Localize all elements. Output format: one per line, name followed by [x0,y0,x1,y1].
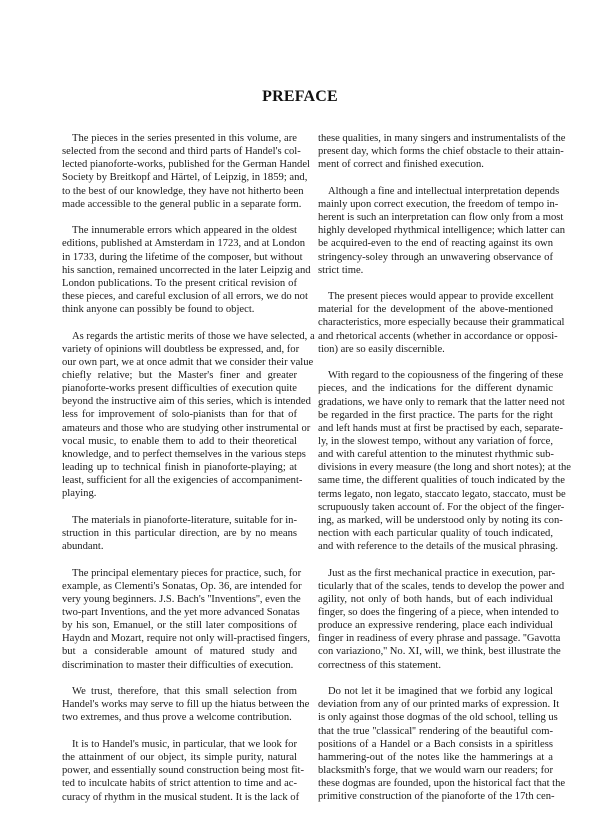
text-line: selected from the second and third parts of Handel's col- [62,146,301,158]
text-line: The pieces in the series presented in this volume, are [72,133,297,144]
text-line: same time, the different qualities of touch indicated by the [318,475,565,487]
text-line: tion) are so easily discernible. [318,343,445,355]
text-line: Although a fine and intellectual interpretation depends [328,185,560,197]
text-line: produce an expressive rendering, place each individual [318,620,553,632]
text-line: these qualities, in many singers and instrumentalists of the [318,133,566,144]
paragraph [318,132,566,171]
text-line: characteristics, more especially because their grammatical [318,317,565,329]
paragraph [318,185,566,277]
text-line: these pieces, and careful exclusion of all errors, we do not [62,290,308,302]
paragraph [62,685,310,724]
text-line: Haydn and Mozart, require not only will-practised fingers, [62,633,310,645]
text-line: is only against those dogmas of the old school, telling us [318,712,558,724]
text-line: Society by Breitkopf and Härtel, of Leipzig, in 1859; and, [62,172,308,184]
text-line: We trust, therefore, that this small selection from [72,686,297,698]
text-line: think anyone can possibly be found to object. [62,304,255,316]
text-line: our own part, we at once admit that we consider their value [62,356,314,368]
text-line: and with reference to the details of the musical phrasing. [318,541,559,553]
text-line: struction in this particular direction, are by no means [62,527,297,539]
text-line: con variaziono,'' No. XI, will, we think, best illustrate the [318,646,561,658]
text-line: to the best of our knowledge, they have not hitherto been [62,185,304,197]
text-line: strict time. [318,264,364,276]
text-line: the attainment of our object, its simple purity, natural [62,752,297,764]
text-line: ticularly that of the scales, tends to develop the power and [318,580,565,592]
text-line: ted to inculcate habits of strict attention to time and ac- [62,778,297,790]
paragraph [318,290,565,356]
text-line: The innumerable errors which appeared in the oldest [72,225,297,237]
text-line: power, and essentially sound construction being most fit- [62,765,305,777]
text-line: deviation from any of our printed marks of expression. It [318,699,560,711]
text-line: ment of correct and finished execution. [318,159,484,171]
text-line: blacksmith's forge, that we would warn our readers; for [318,765,553,776]
paragraph [318,685,566,803]
text-line: two extremes, and thus prove a welcome contribution. [62,712,292,724]
text-line: leading up to technical finish in pianoforte-playing; at [62,462,297,474]
text-line: playing. [62,488,97,500]
text-line: variety of opinions will doubtless be expressed, and, for [62,343,300,355]
text-line: vocal music, to enable them to add to their theoretical [62,435,297,447]
text-line: scrupuously taken account of. For the object of the finger- [318,501,565,513]
text-line: and rhetorical accents (whether in accordance or opposi- [318,330,558,342]
text-line: positions of a Handel or a Bach consists in a spiritless [318,738,553,750]
text-line: agility, not only of both hands, but of each individual [318,593,553,605]
text-line: finger, so does the fingering of a piece, when intended to [318,607,559,619]
text-line: finger in readiness of every phrase and passage. ''Gavotta [318,633,561,645]
text-line: correctness of this statement. [318,659,441,671]
text-line: mainly upon correct execution, the freedom of tempo in- [318,198,559,210]
text-line: that the true ''classical'' rendering of the beautiful com- [318,725,553,737]
text-line: editions, published at Amsterdam in 1723, and at London [62,238,306,250]
text-line: in 1733, during the lifetime of the composer, but without [62,251,303,263]
text-line: terms legato, non legato, staccato legato, staccato, must be [318,488,566,500]
text-line: London publications. To the present critical revision of [62,277,297,289]
page-title: PREFACE [262,88,338,105]
text-line: be regarded in the first practice. The parts for the right [318,409,553,421]
text-line: knowledge, and to perfect themselves in the various steps [62,448,306,460]
text-line: nection with each particular quality of touch indicated, [318,527,553,539]
text-line: least, sufficient for all the exigencies of accompaniment- [62,475,303,487]
text-line: highly developed rhythmical intelligence; which latter can [318,225,566,237]
text-line: ly, in the slowest tempo, without any variation of force, [318,435,553,447]
text-line: lected pianoforte-works, published for the German Handel [62,159,310,171]
text-line: by his son, Emanuel, or the still later compositions of [62,620,297,632]
text-line: example, as Clementi's Sonatas, Op. 36, are intended for [62,580,302,592]
text-line: abundant. [62,541,104,553]
text-line: two-part Inventions, and the yet more advanced Sonatas [62,607,300,619]
left-column [62,132,315,817]
text-line: stringency-soley through an unwavering observance of [318,251,553,263]
text-line: hammering-out of the notes like the hammerings at a [318,751,553,763]
text-line: be acquired-even to the end of reacting against its own [318,238,553,250]
text-line: material for the development of the above-mentioned [318,304,553,316]
text-line: beyond the instructive aim of this series, which is intended [62,396,311,408]
text-line: his sanction, remained uncorrected in the later Leipzig and [62,264,311,276]
text-line: amateurs and those who are studying other instrumental or [62,422,311,434]
right-column [318,132,572,817]
paragraph [62,738,305,804]
paragraph [318,567,565,672]
text-line: present day, which forms the chief obstacle to their attain- [318,146,564,158]
text-line: Just as the first mechanical practice in execution, par- [328,567,556,579]
text-line: these dogmas are founded, upon the historical fact that the [318,778,566,790]
text-line: The present pieces would appear to provide excellent [328,291,554,303]
text-line: It is to Handel's music, in particular, that we look for [72,738,297,750]
text-line: The materials in pianoforte-literature, suitable for in- [72,514,297,526]
text-line: very young beginners. J.S. Bach's ''Inventions'', even the [62,593,301,605]
paragraph [62,330,315,501]
text-line: pianoforte-works present difficulties of execution quite [62,383,297,395]
paragraph [62,567,310,672]
text-line: curacy of rhythm in the musical student. It is the lack of [62,791,300,803]
text-line: Handel's works may serve to fill up the hiatus between the [62,699,310,711]
paragraph [318,369,572,553]
text-line: but a considerable amount of matured study and [62,646,297,658]
text-line: discrimination to master their difficulties of execution. [62,659,294,671]
text-line: pieces, and the indications for the different dynamic [318,383,553,395]
text-line: less for improvement of solo-pianists than for that of [62,409,297,421]
text-line: gradations, we have only to remark that the latter need not [318,396,565,408]
text-line: As regards the artistic merits of those we have selected, a [72,330,315,342]
text-line: The principal elementary pieces for practice, such, for [72,567,302,579]
text-line: ing, as marked, will be understood only by noting its con- [318,514,563,526]
paragraph [62,514,297,553]
text-line: primitive construction of the pianoforte of the 17th cen- [318,791,555,803]
text-line: Do not let it be imagined that we forbid any logical [328,686,553,698]
text-line: herent is such an interpretation can flow only from a most [318,212,564,224]
paragraph [62,132,310,211]
paragraph [62,224,311,316]
text-line: and with careful attention to the minutest rhythmic sub- [318,449,554,461]
text-line: With regard to the copiousness of the fingering of these [328,370,564,382]
text-line: made accessible to the general public in a separate form. [62,198,302,210]
text-line: and left hands must at first be practised by each, separate- [318,422,564,434]
text-line: chiefly relative; but the Master's finer and greater [62,370,297,382]
text-line: divisions in every measure (the long and short notes); at the [318,462,572,474]
